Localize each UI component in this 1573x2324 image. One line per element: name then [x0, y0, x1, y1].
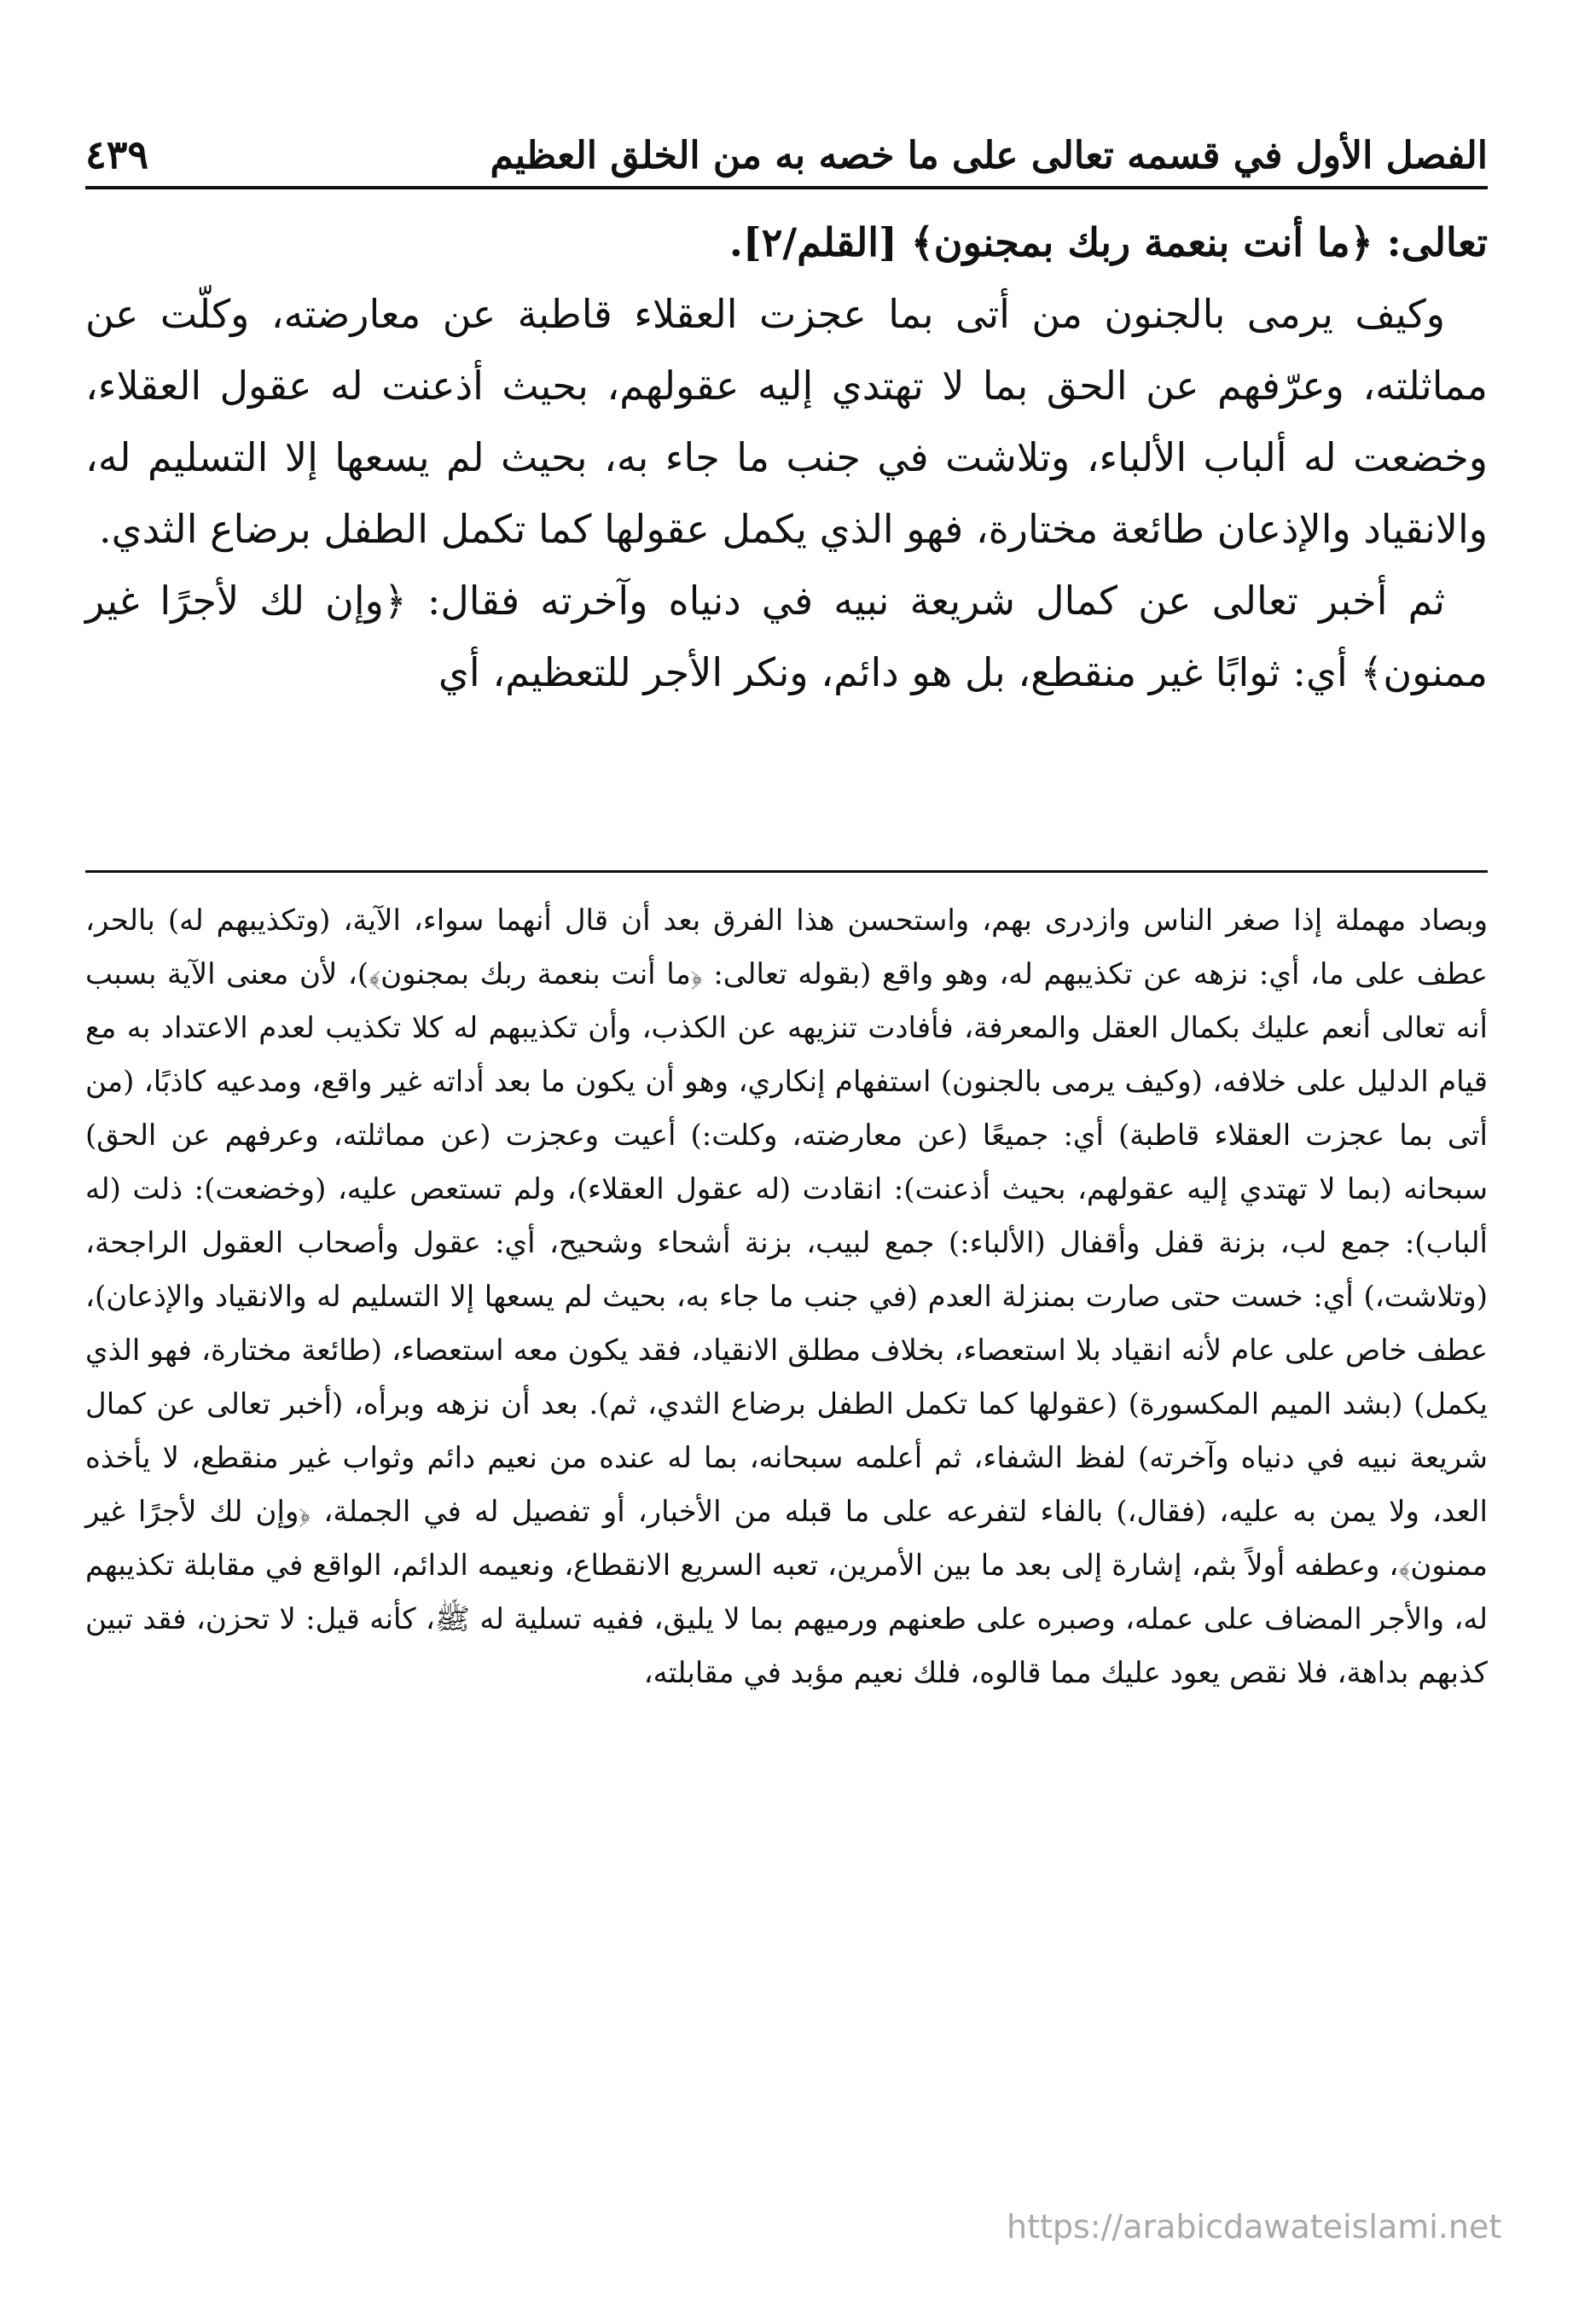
- footnote-text: وبصاد مهملة إذا صغر الناس وازدرى بهم، واستحسن هذا الفرق بعد أن قال أنهما سواء، الآية، (وتكذيبهم له) بالحر، عطف على ما، أي: نزهه عن تكذيبهم له، وهو واقع (بقوله تعالى: ﴿ما أنت بنعمة ربك بمجنون﴾)، لأن معنى الآية بسبب أنه تعالى أنعم عليك بكمال العقل والمعرفة، فأفادت تنزيهه عن الكذب، وأن تكذيبهم له كلا تكذيب لعدم الاعتداد به مع قيام الدليل على خلافه، (وكيف يرمى بالجنون) استفهام إنكاري، وهو أن يكون ما بعد أداته غير واقع، ومدعيه كاذبًا، (من أتى بما عجزت العقلاء قاطبة) أي: جميعًا (عن معارضته، وكلت:) أعيت وعجزت (عن مماثلته، وعرفهم عن الحق) سبحانه (بما لا تهتدي إليه عقولهم، بحيث أذعنت): انقادت (له عقول العقلاء)، ولم تستعص عليه، (وخضعت): ذلت (له ألباب): جمع لب، بزنة قفل وأقفال (الألباء:) جمع لبيب، بزنة أشحاء وشحيح، أي: عقول وأصحاب العقول الراجحة، (وتلاشت،) أي: خست حتى صارت بمنزلة العدم (في جنب ما جاء به، بحيث لم يسعها إلا التسليم له والانقياد والإذعان)، عطف خاص على عام لأنه انقياد بلا استعصاء، بخلاف مطلق الانقياد، فقد يكون معه استعصاء، (طائعة مختارة، فهو الذي يكمل) (بشد الميم المكسورة) (عقولها كما تكمل الطفل برضاع الثدي، ثم). بعد أن نزهه وبرأه، (أخبر تعالى عن كمال شريعة نبيه في دنياه وآخرته) لفظ الشفاء، ثم أعلمه سبحانه، بما له عنده من نعيم دائم وثواب غير منقطع، لا يأخذه العد، ولا يمن به عليه، (فقال،) بالفاء لتفرعه على ما قبله من الأخبار، أو تفصيل له في الجملة، ﴿وإن لك لأجرًا غير ممنون﴾، وعطفه أولاً بثم، إشارة إلى بعد ما بين الأمرين، تعبه السريع الانقطاع، ونعيمه الدائم، الواقع في مقابلة تكذيبهم له، والأجر المضاف على عمله، وصبره على طعنهم ورميهم بما لا يليق، ففيه تسلية له ﷺ، كأنه قيل: لا تحزن، فقد تبين كذبهم بداهة، فلا نقص يعود عليك مما قالوه، فلك نعيم مؤبد في مقابلته،: [85, 903, 1488, 1690]
- running-header: [85, 109, 1488, 177]
- footnote-divider: [85, 870, 1488, 873]
- main-text: [85, 206, 1488, 708]
- page-number: ٤٣٩: [85, 131, 149, 177]
- watermark-url: https://arabicdawateislami.net: [1007, 2208, 1502, 2246]
- chapter-title: الفصل الأول في قسمه تعالى على ما خصه به من الخلق العظيم: [490, 134, 1488, 177]
- header-divider: [85, 186, 1488, 189]
- verse-line: تعالى: ﴿ما أنت بنعمة ربك بمجنون﴾ [القلم/٢].: [728, 219, 1488, 265]
- paragraph-madness-claim: وكيف يرمى بالجنون من أتى بما عجزت العقلاء قاطبة عن معارضته، وكلّت عن مماثلته، وعرّفهم عن الحق بما لا تهتدي إليه عقولهم، بحيث أذعنت له عقول العقلاء، وخضعت له ألباب الألباء، وتلاشت في جنب ما جاء به، بحيث لم يسعها إلا التسليم له، والانقياد والإذعان طائعة مختارة، فهو الذي يكمل عقولها كما تكمل الطفل برضاع الثدي.: [85, 291, 1488, 552]
- commentary-footnote: [85, 894, 1488, 1700]
- paragraph-reward: ثم أخبر تعالى عن كمال شريعة نبيه في دنياه وآخرته فقال: ﴿وإن لك لأجرًا غير ممنون﴾ أي: ثوابًا غير منقطع، بل هو دائم، ونكر الأجر للتعظيم، أي: [85, 578, 1488, 695]
